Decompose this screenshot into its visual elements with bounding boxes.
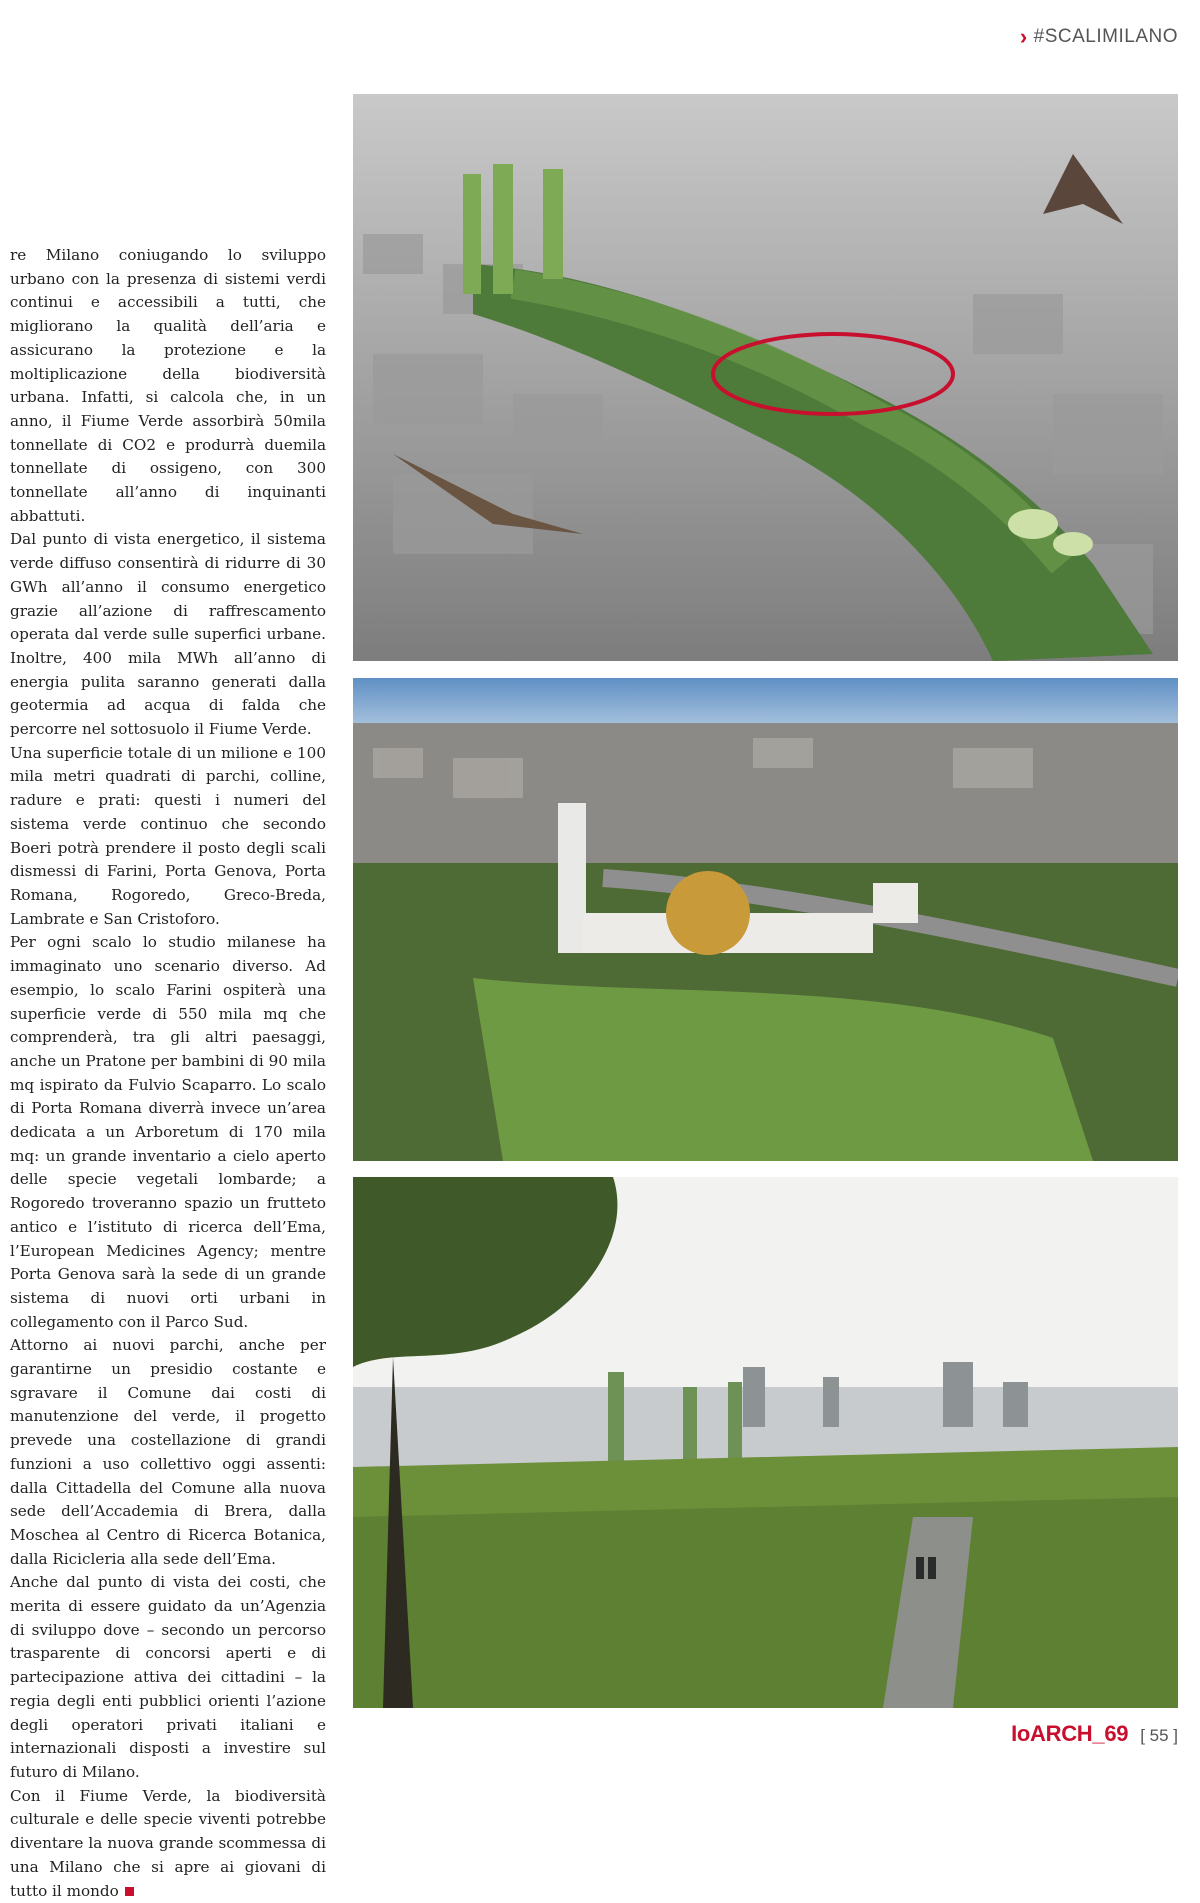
park-rendering-photo	[353, 678, 1178, 1161]
paragraph: re Milano coniugando lo sviluppo urbano con la presenza di sistemi verdi continui e accessibili a tutti, che migliorano la qualità dell’aria e assicurano la protezione e la moltiplicazione della biodiversità urbana. Infatti, si calcola che, in un anno, il Fiume Verde assorbirà 50mila tonnellate di CO2 e produrrà duemila tonnellate di ossigeno, con 300 tonnellate all’anno di inquinanti abbattuti.	[10, 246, 326, 525]
paragraph: Per ogni scalo lo studio milanese ha immaginato uno scenario diverso. Ad esempio, lo scalo Farini ospiterà una superficie verde di 550 mila mq che comprenderà, tra gli altri paesaggi, anche un Pratone per bambini di 90 mila mq ispirato da Fulvio Scaparro. Lo scalo di Porta Romana diverrà invece un’area dedicata a un Arboretum di 170 mila mq: un grande inventario a cielo aperto delle specie vegetali lombarde; a Rogoredo troveranno spazio un frutteto antico e l’istituto di ricerca dell’Ema, l’European Medicines Agency; mentre Porta Genova sarà la sede di un grande sistema di nuovi orti urbani in collegamento con il Parco Sud.	[10, 933, 326, 1331]
paragraph: Anche dal punto di vista dei costi, che merita di essere guidato da un’Agenzia di sviluppo dove – secondo un percorso trasparente di concorsi aperti e di partecipazione attiva dei cittadini – la regia degli enti pubblici orienti l’azione degli operatori privati italiani e internazionali disposti a investire sul futuro di Milano.	[10, 1573, 326, 1781]
paragraph-last	[10, 1785, 326, 1903]
paragraph: Dal punto di vista energetico, il sistema verde diffuso consentirà di ridurre di 30 GWh all’anno il consumo energetico grazie all’azione di raffrescamento operata dal verde sulle superfici urbane. Inoltre, 400 mila MWh all’anno di energia pulita saranno generati dalla geotermia ad acqua di falda che percorre nel sottosuolo il Fiume Verde.	[10, 530, 326, 739]
section-tag-label: #SCALIMILANO	[1033, 26, 1178, 47]
paragraph: Attorno ai nuovi parchi, anche per garantirne un presidio costante e sgravare il Comune dai costi di manutenzione del verde, il progetto prevede una costellazione di grandi funzioni a uso collettivo oggi assenti: dalla Cittadella del Comune alla nuova sede dell’Accademia di Brera, dalla Moschea al Centro di Ricerca Botanica, dalla Ricicleria alla sede dell’Ema.	[10, 1336, 326, 1568]
chevron-right-icon: ›	[1019, 24, 1028, 49]
section-tag	[1020, 26, 1178, 48]
end-of-article-mark	[125, 1887, 134, 1896]
aerial-rendering-photo	[353, 94, 1178, 661]
article-body	[10, 244, 326, 1903]
paragraph-text: Con il Fiume Verde, la biodiversità culturale e delle specie viventi potrebbe diventare la nuova grande scommessa di una Milano che si apre ai giovani di tutto il mondo	[10, 1786, 326, 1900]
paragraph: Una superficie totale di un milione e 100 mila metri quadrati di parchi, colline, radure e prati: questi i numeri del sistema verde continuo che secondo Boeri potrà prendere il posto degli scali dismessi di Farini, Porta Genova, Porta Romana, Rogoredo, Greco-Breda, Lambrate e San Cristoforo.	[10, 743, 326, 928]
magazine-brand: IoARCH_69	[1011, 1721, 1129, 1746]
page-number: [ 55 ]	[1140, 1726, 1178, 1745]
hillside-view-photo	[353, 1177, 1178, 1708]
page-footer	[1011, 1721, 1178, 1747]
